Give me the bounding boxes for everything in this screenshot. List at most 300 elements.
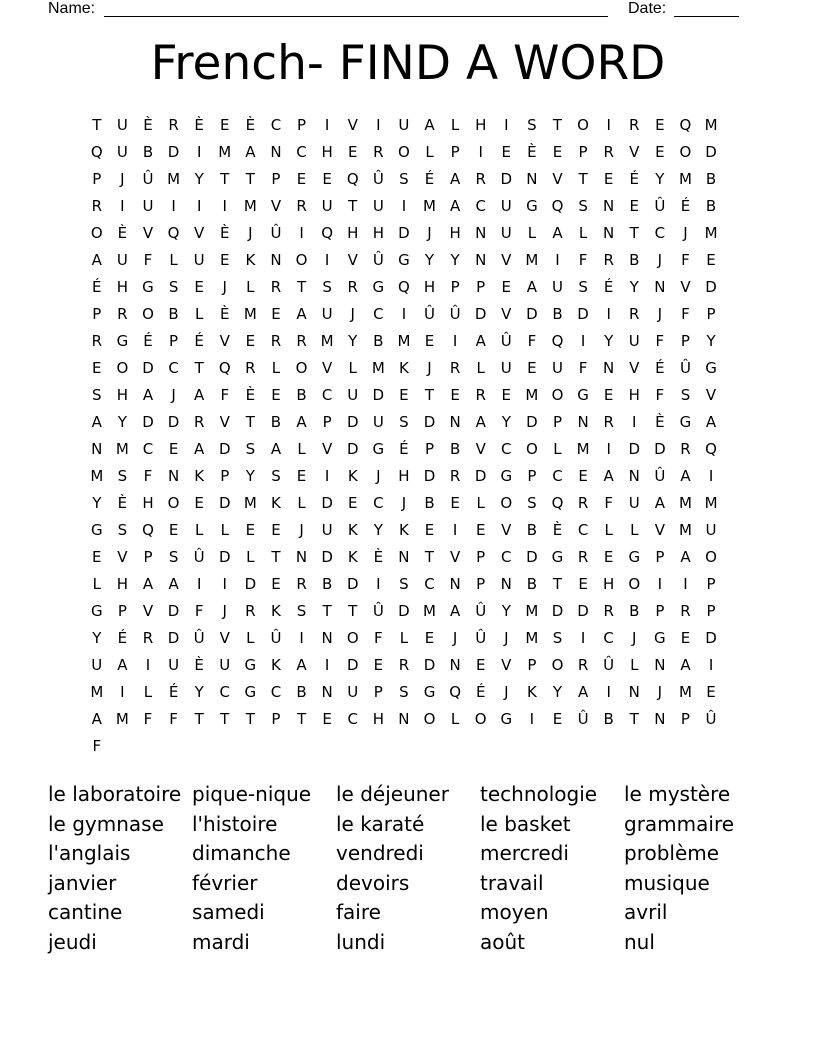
grid-letter[interactable]: E (245, 521, 256, 539)
grid-letter[interactable]: E (245, 332, 256, 350)
grid-letter[interactable]: E (603, 548, 614, 566)
grid-letter[interactable]: É (399, 440, 409, 458)
grid-letter[interactable]: D (321, 548, 333, 566)
grid-letter[interactable]: M (167, 170, 181, 188)
grid-letter[interactable]: T (578, 170, 588, 188)
grid-letter[interactable]: E (706, 683, 716, 701)
grid-letter[interactable]: L (476, 359, 485, 377)
grid-letter[interactable]: O (167, 494, 180, 512)
grid-letter[interactable]: U (500, 197, 512, 215)
grid-letter[interactable]: P (706, 602, 716, 620)
grid-letter[interactable]: R (296, 332, 307, 350)
grid-letter[interactable]: I (401, 197, 407, 215)
grid-letter[interactable]: R (603, 413, 614, 431)
grid-letter[interactable]: P (322, 413, 332, 431)
grid-letter[interactable]: L (527, 224, 537, 242)
grid-letter[interactable]: N (500, 575, 512, 593)
grid-letter[interactable]: É (92, 278, 102, 296)
grid-letter[interactable]: R (91, 197, 103, 215)
grid-letter[interactable]: L (476, 494, 485, 512)
grid-letter[interactable]: I (606, 305, 611, 323)
grid-letter[interactable]: A (91, 710, 102, 728)
grid-letter[interactable]: N (475, 251, 487, 269)
grid-letter[interactable]: Û (270, 224, 282, 242)
grid-letter[interactable]: M (218, 143, 232, 161)
grid-letter[interactable]: S (399, 413, 409, 431)
grid-letter[interactable]: D (244, 575, 257, 593)
grid-letter[interactable]: L (630, 656, 639, 674)
grid-letter[interactable]: I (196, 143, 202, 161)
grid-letter[interactable]: I (376, 116, 381, 134)
grid-letter[interactable]: N (91, 440, 103, 458)
grid-letter[interactable]: C (321, 386, 333, 404)
grid-letter[interactable]: Û (475, 602, 487, 620)
grid-letter[interactable]: J (657, 683, 663, 701)
grid-letter[interactable]: B (603, 710, 614, 728)
grid-letter[interactable]: C (219, 683, 230, 701)
grid-letter[interactable]: E (271, 575, 281, 593)
grid-letter[interactable]: Û (705, 710, 717, 728)
grid-letter[interactable]: M (115, 440, 129, 458)
grid-letter[interactable]: C (654, 224, 666, 242)
grid-letter[interactable]: L (92, 575, 101, 593)
grid-letter[interactable]: L (246, 629, 255, 647)
grid-letter[interactable]: Y (245, 467, 255, 485)
grid-letter[interactable]: U (321, 305, 333, 323)
grid-letter[interactable]: I (222, 575, 227, 593)
grid-letter[interactable]: M (525, 602, 539, 620)
grid-letter[interactable]: H (116, 575, 129, 593)
grid-letter[interactable]: A (91, 413, 102, 431)
grid-letter[interactable]: Y (604, 332, 614, 350)
grid-letter[interactable]: Q (551, 332, 564, 350)
grid-letter[interactable]: D (526, 305, 538, 323)
grid-letter[interactable]: D (321, 494, 333, 512)
grid-letter[interactable]: R (142, 629, 154, 647)
grid-letter[interactable]: P (476, 575, 486, 593)
grid-letter[interactable]: C (424, 575, 435, 593)
grid-letter[interactable]: L (246, 548, 255, 566)
grid-letter[interactable]: Q (218, 359, 231, 377)
grid-letter[interactable]: I (401, 305, 407, 323)
grid-letter[interactable]: U (628, 494, 640, 512)
grid-letter[interactable]: E (552, 710, 563, 728)
grid-letter[interactable]: D (167, 629, 180, 647)
grid-letter[interactable]: K (526, 683, 537, 701)
grid-letter[interactable]: J (299, 521, 304, 539)
grid-letter[interactable]: E (194, 494, 204, 512)
grid-letter[interactable]: M (678, 683, 692, 701)
grid-letter[interactable]: Û (270, 629, 282, 647)
grid-letter[interactable]: N (603, 197, 615, 215)
grid-letter[interactable]: V (270, 197, 282, 215)
grid-letter[interactable]: R (449, 359, 461, 377)
grid-letter[interactable]: Û (372, 251, 384, 269)
grid-letter[interactable]: K (271, 602, 281, 620)
grid-letter[interactable]: I (708, 467, 714, 485)
grid-letter[interactable]: J (504, 629, 509, 647)
grid-letter[interactable]: P (680, 710, 690, 728)
name-field-line[interactable] (104, 16, 608, 17)
grid-letter[interactable]: V (629, 143, 640, 161)
grid-letter[interactable]: I (606, 116, 611, 134)
grid-letter[interactable]: E (501, 278, 512, 296)
grid-letter[interactable]: È (194, 116, 204, 134)
grid-letter[interactable]: I (324, 467, 330, 485)
grid-letter[interactable]: Û (424, 305, 435, 323)
grid-letter[interactable]: R (168, 116, 179, 134)
grid-letter[interactable]: U (91, 656, 103, 674)
grid-letter[interactable]: F (604, 494, 613, 512)
grid-letter[interactable]: E (92, 548, 102, 566)
grid-letter[interactable]: F (143, 251, 153, 269)
grid-letter[interactable]: H (398, 467, 410, 485)
grid-letter[interactable]: T (552, 116, 563, 134)
grid-letter[interactable]: O (423, 710, 436, 728)
grid-letter[interactable]: È (373, 548, 384, 566)
grid-letter[interactable]: E (399, 386, 409, 404)
grid-letter[interactable]: G (116, 332, 129, 350)
grid-letter[interactable]: S (399, 170, 409, 188)
grid-letter[interactable]: G (679, 413, 692, 431)
grid-letter[interactable]: E (552, 143, 563, 161)
grid-letter[interactable]: T (220, 170, 230, 188)
grid-letter[interactable]: I (299, 629, 304, 647)
grid-letter[interactable]: I (120, 197, 125, 215)
grid-letter[interactable]: B (629, 602, 640, 620)
grid-letter[interactable]: R (577, 656, 589, 674)
grid-letter[interactable]: E (603, 170, 614, 188)
grid-letter[interactable]: Û (475, 629, 487, 647)
grid-letter[interactable]: G (526, 197, 538, 215)
grid-letter[interactable]: Y (501, 602, 511, 620)
grid-letter[interactable]: È (143, 116, 153, 134)
grid-letter[interactable]: I (376, 575, 381, 593)
grid-letter[interactable]: Û (500, 332, 512, 350)
grid-letter[interactable]: A (296, 656, 307, 674)
grid-letter[interactable]: P (706, 305, 716, 323)
grid-letter[interactable]: R (577, 548, 589, 566)
grid-letter[interactable]: V (142, 224, 154, 242)
grid-letter[interactable]: K (271, 494, 281, 512)
grid-letter[interactable]: U (551, 359, 563, 377)
grid-letter[interactable]: I (145, 656, 151, 674)
grid-letter[interactable]: Y (450, 251, 460, 269)
grid-letter[interactable]: U (347, 386, 359, 404)
grid-letter[interactable]: A (270, 440, 282, 458)
grid-letter[interactable]: D (218, 548, 231, 566)
grid-letter[interactable]: T (245, 413, 255, 431)
grid-letter[interactable]: V (322, 359, 333, 377)
grid-letter[interactable]: B (373, 332, 384, 350)
grid-letter[interactable]: V (680, 278, 691, 296)
grid-letter[interactable]: N (603, 224, 615, 242)
grid-letter[interactable]: F (143, 710, 153, 728)
grid-letter[interactable]: È (117, 494, 128, 512)
grid-letter[interactable]: G (654, 629, 666, 647)
grid-letter[interactable]: T (245, 170, 255, 188)
grid-letter[interactable]: I (324, 251, 330, 269)
grid-letter[interactable]: V (194, 224, 205, 242)
grid-letter[interactable]: U (372, 413, 384, 431)
grid-letter[interactable]: T (322, 602, 332, 620)
grid-letter[interactable]: E (322, 710, 332, 728)
grid-letter[interactable]: R (347, 278, 358, 296)
grid-letter[interactable]: H (116, 278, 129, 296)
grid-letter[interactable]: Û (372, 170, 384, 188)
grid-letter[interactable]: M (115, 710, 129, 728)
grid-letter[interactable]: E (271, 305, 281, 323)
grid-letter[interactable]: Q (321, 224, 334, 242)
grid-letter[interactable]: J (657, 305, 663, 323)
grid-letter[interactable]: Y (501, 413, 511, 431)
grid-letter[interactable]: E (296, 467, 307, 485)
grid-letter[interactable]: P (655, 548, 665, 566)
grid-letter[interactable]: N (270, 143, 282, 161)
grid-letter[interactable]: D (423, 467, 436, 485)
grid-letter[interactable]: G (398, 251, 410, 269)
grid-letter[interactable]: D (577, 305, 589, 323)
grid-letter[interactable]: V (475, 440, 486, 458)
grid-letter[interactable]: L (450, 116, 460, 134)
grid-letter[interactable]: F (578, 359, 588, 377)
grid-letter[interactable]: E (92, 359, 102, 377)
grid-letter[interactable]: È (117, 224, 128, 242)
grid-letter[interactable]: H (423, 278, 436, 296)
grid-letter[interactable]: E (501, 386, 512, 404)
grid-letter[interactable]: L (271, 359, 281, 377)
grid-letter[interactable]: B (449, 440, 461, 458)
grid-letter[interactable]: Q (449, 683, 462, 701)
grid-letter[interactable]: H (372, 710, 384, 728)
grid-letter[interactable]: A (475, 413, 486, 431)
grid-letter[interactable]: C (501, 548, 512, 566)
grid-letter[interactable]: Û (193, 548, 205, 566)
grid-letter[interactable]: R (629, 305, 640, 323)
grid-letter[interactable]: J (401, 494, 407, 512)
grid-letter[interactable]: A (424, 116, 435, 134)
grid-letter[interactable]: I (452, 332, 458, 350)
grid-letter[interactable]: V (219, 629, 230, 647)
grid-letter[interactable]: E (168, 440, 179, 458)
grid-letter[interactable]: E (655, 143, 665, 161)
grid-letter[interactable]: P (680, 332, 690, 350)
grid-letter[interactable]: C (168, 359, 179, 377)
grid-letter[interactable]: D (167, 602, 180, 620)
grid-letter[interactable]: E (424, 521, 435, 539)
grid-letter[interactable]: Y (92, 494, 102, 512)
grid-letter[interactable]: D (398, 602, 410, 620)
grid-letter[interactable]: A (475, 332, 486, 350)
grid-letter[interactable]: R (629, 116, 640, 134)
grid-letter[interactable]: D (167, 143, 180, 161)
grid-letter[interactable]: A (705, 413, 717, 431)
grid-letter[interactable]: F (655, 332, 665, 350)
grid-letter[interactable]: E (629, 197, 639, 215)
grid-letter[interactable]: D (142, 359, 154, 377)
grid-letter[interactable]: E (527, 359, 537, 377)
grid-letter[interactable]: F (143, 467, 153, 485)
grid-letter[interactable]: I (171, 197, 176, 215)
grid-letter[interactable]: P (476, 548, 486, 566)
grid-letter[interactable]: Û (577, 710, 589, 728)
grid-letter[interactable]: D (628, 440, 641, 458)
grid-letter[interactable]: B (424, 494, 435, 512)
grid-letter[interactable]: S (399, 683, 409, 701)
grid-letter[interactable]: O (705, 548, 717, 566)
grid-letter[interactable]: R (603, 143, 614, 161)
grid-letter[interactable]: B (705, 170, 717, 188)
grid-letter[interactable]: N (398, 548, 410, 566)
grid-letter[interactable]: F (169, 710, 178, 728)
grid-letter[interactable]: R (449, 467, 461, 485)
grid-letter[interactable]: M (704, 494, 718, 512)
grid-letter[interactable]: N (654, 710, 666, 728)
grid-letter[interactable]: T (629, 710, 639, 728)
grid-letter[interactable]: L (220, 521, 229, 539)
grid-letter[interactable]: L (246, 278, 255, 296)
grid-letter[interactable]: O (679, 143, 692, 161)
grid-letter[interactable]: L (143, 683, 153, 701)
grid-letter[interactable]: D (500, 170, 513, 188)
grid-letter[interactable]: A (296, 413, 307, 431)
grid-letter[interactable]: O (142, 305, 154, 323)
grid-letter[interactable]: D (526, 413, 538, 431)
grid-letter[interactable]: P (476, 278, 486, 296)
grid-letter[interactable]: M (243, 197, 257, 215)
grid-letter[interactable]: P (450, 278, 460, 296)
grid-letter[interactable]: R (680, 440, 691, 458)
grid-letter[interactable]: A (603, 467, 614, 485)
grid-letter[interactable]: P (578, 143, 588, 161)
grid-letter[interactable]: I (657, 575, 663, 593)
grid-letter[interactable]: Q (551, 197, 564, 215)
grid-letter[interactable]: N (398, 710, 410, 728)
grid-letter[interactable]: S (296, 602, 307, 620)
grid-letter[interactable]: I (299, 224, 304, 242)
grid-letter[interactable]: É (680, 197, 691, 215)
grid-letter[interactable]: E (603, 386, 614, 404)
grid-letter[interactable]: N (321, 629, 333, 647)
grid-letter[interactable]: C (552, 467, 563, 485)
grid-letter[interactable]: D (423, 656, 436, 674)
grid-letter[interactable]: A (654, 494, 665, 512)
grid-letter[interactable]: M (397, 332, 411, 350)
grid-letter[interactable]: V (347, 251, 358, 269)
grid-letter[interactable]: K (347, 467, 358, 485)
grid-letter[interactable]: E (706, 251, 716, 269)
grid-letter[interactable]: M (371, 359, 385, 377)
grid-letter[interactable]: O (90, 224, 103, 242)
grid-letter[interactable]: J (683, 224, 688, 242)
grid-letter[interactable]: I (478, 143, 483, 161)
grid-letter[interactable]: F (527, 332, 537, 350)
grid-letter[interactable]: L (169, 251, 178, 269)
grid-letter[interactable]: V (219, 332, 230, 350)
grid-letter[interactable]: T (348, 602, 358, 620)
grid-letter[interactable]: B (526, 575, 538, 593)
grid-letter[interactable]: D (474, 305, 487, 323)
grid-letter[interactable]: I (324, 656, 330, 674)
grid-letter[interactable]: N (295, 548, 308, 566)
grid-letter[interactable]: P (92, 170, 102, 188)
grid-letter[interactable]: É (475, 683, 486, 701)
grid-letter[interactable]: T (245, 710, 255, 728)
grid-letter[interactable]: L (630, 521, 639, 539)
grid-letter[interactable]: J (350, 305, 355, 323)
grid-letter[interactable]: H (475, 116, 487, 134)
grid-letter[interactable]: M (525, 629, 539, 647)
grid-letter[interactable]: B (296, 386, 307, 404)
grid-letter[interactable]: S (168, 548, 179, 566)
grid-letter[interactable]: O (500, 494, 513, 512)
grid-letter[interactable]: A (449, 170, 461, 188)
grid-letter[interactable]: O (551, 386, 564, 404)
grid-letter[interactable]: P (220, 467, 230, 485)
grid-letter[interactable]: È (194, 656, 204, 674)
grid-letter[interactable]: U (193, 251, 205, 269)
grid-letter[interactable]: J (222, 602, 227, 620)
grid-letter[interactable]: E (271, 521, 281, 539)
grid-letter[interactable]: K (194, 467, 205, 485)
grid-letter[interactable]: Q (551, 494, 564, 512)
grid-letter[interactable]: D (423, 413, 436, 431)
grid-letter[interactable]: J (427, 224, 432, 242)
grid-letter[interactable]: I (606, 683, 611, 701)
grid-letter[interactable]: J (452, 629, 458, 647)
grid-letter[interactable]: T (194, 359, 204, 377)
grid-letter[interactable]: L (194, 305, 204, 323)
grid-letter[interactable]: E (475, 521, 486, 539)
grid-letter[interactable]: T (296, 278, 307, 296)
grid-letter[interactable]: P (271, 710, 281, 728)
grid-letter[interactable]: G (244, 683, 257, 701)
grid-letter[interactable]: S (399, 575, 409, 593)
grid-letter[interactable]: L (450, 710, 460, 728)
grid-letter[interactable]: S (168, 278, 179, 296)
grid-letter[interactable]: O (346, 629, 359, 647)
grid-letter[interactable]: B (168, 305, 179, 323)
grid-letter[interactable]: D (474, 467, 487, 485)
grid-letter[interactable]: R (270, 278, 282, 296)
grid-letter[interactable]: D (346, 440, 359, 458)
grid-letter[interactable]: M (525, 251, 539, 269)
grid-letter[interactable]: Q (167, 224, 180, 242)
grid-letter[interactable]: I (120, 683, 125, 701)
grid-letter[interactable]: Q (142, 521, 154, 539)
grid-letter[interactable]: P (117, 602, 127, 620)
grid-letter[interactable]: U (142, 197, 154, 215)
grid-letter[interactable]: T (552, 575, 563, 593)
grid-letter[interactable]: A (680, 656, 691, 674)
grid-letter[interactable]: P (92, 305, 102, 323)
grid-letter[interactable]: E (424, 332, 435, 350)
grid-letter[interactable]: É (424, 170, 435, 188)
grid-letter[interactable]: U (551, 278, 563, 296)
grid-letter[interactable]: A (142, 386, 154, 404)
grid-letter[interactable]: U (219, 656, 231, 674)
grid-letter[interactable]: O (295, 251, 308, 269)
grid-letter[interactable]: Y (194, 683, 204, 701)
grid-letter[interactable]: H (603, 575, 615, 593)
grid-letter[interactable]: P (424, 440, 435, 458)
grid-letter[interactable]: A (245, 143, 256, 161)
grid-letter[interactable]: A (552, 224, 563, 242)
grid-letter[interactable]: D (526, 548, 538, 566)
grid-letter[interactable]: T (220, 710, 230, 728)
grid-letter[interactable]: P (552, 413, 562, 431)
grid-letter[interactable]: E (194, 278, 204, 296)
